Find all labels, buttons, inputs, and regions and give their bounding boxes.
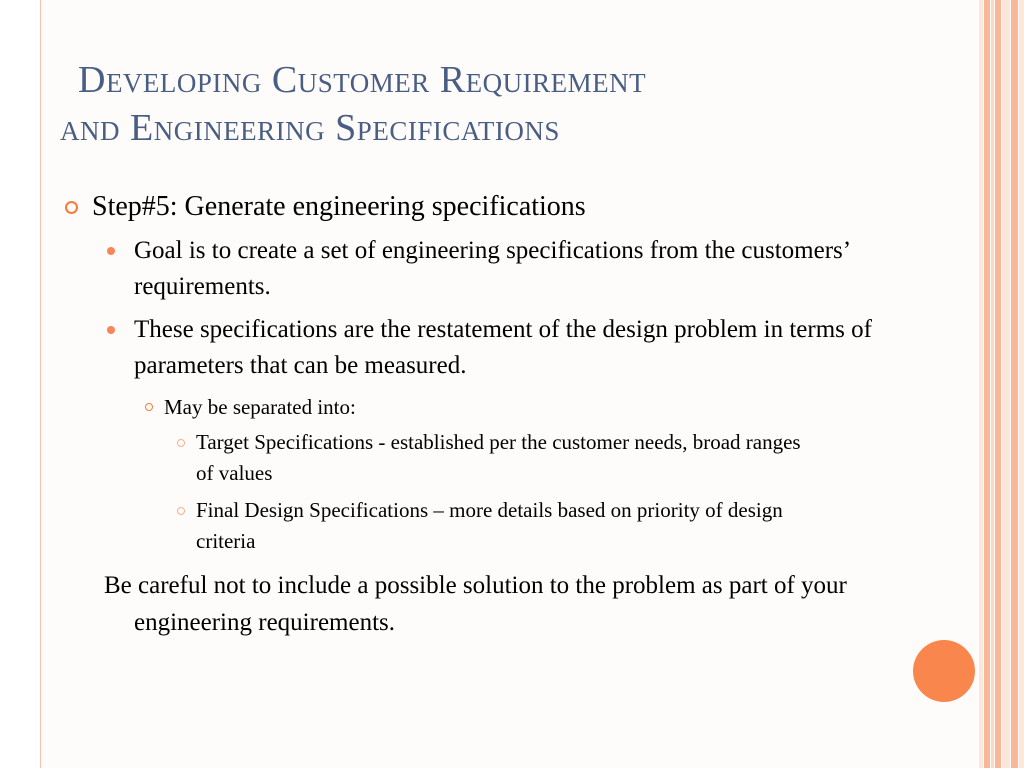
bullet-final bbox=[62, 495, 816, 557]
careful-note bbox=[62, 567, 892, 641]
hollow-circle-bullet-icon bbox=[65, 201, 78, 214]
stripe bbox=[979, 0, 983, 768]
stripe bbox=[1011, 0, 1018, 768]
hollow-circle-bullet-icon bbox=[177, 439, 185, 447]
title-line-2: and Engineering Specifications bbox=[60, 107, 560, 149]
separated-text: May be separated into: bbox=[164, 395, 356, 419]
hollow-circle-bullet-icon bbox=[145, 403, 153, 411]
stripe bbox=[984, 0, 990, 768]
bullet-step bbox=[62, 187, 892, 227]
stripe bbox=[1002, 0, 1010, 768]
goal-text: Goal is to create a set of engineering specifications from the customers’ requirements. bbox=[134, 237, 850, 300]
slide-title bbox=[60, 56, 890, 152]
bullet-target bbox=[62, 427, 816, 489]
title-line-1: Developing Customer Requirement bbox=[78, 59, 647, 101]
target-text: Target Specifications - established per the customer needs, broad ranges of values bbox=[196, 430, 801, 485]
hollow-circle-bullet-icon bbox=[177, 507, 185, 515]
slide-body bbox=[62, 187, 892, 641]
stripe bbox=[1019, 0, 1024, 768]
stripe bbox=[991, 0, 994, 768]
bullet-separated bbox=[62, 391, 892, 423]
bullet-goal bbox=[62, 233, 892, 305]
specs-text: These specifications are the restatement of the design problem in terms of parameters that can be measured. bbox=[134, 316, 872, 379]
stripe bbox=[995, 0, 1001, 768]
bullet-specs bbox=[62, 312, 892, 384]
left-border bbox=[0, 0, 41, 768]
filled-circle-bullet-icon bbox=[107, 247, 115, 255]
decorative-orange-circle bbox=[913, 640, 975, 702]
careful-text: Be careful not to include a possible solution to the problem as part of your engineering requirements. bbox=[104, 572, 847, 636]
step-text: Step#5: Generate engineering specifications bbox=[92, 191, 586, 222]
final-text: Final Design Specifications – more details based on priority of design criteria bbox=[196, 498, 783, 553]
filled-circle-bullet-icon bbox=[107, 326, 115, 334]
